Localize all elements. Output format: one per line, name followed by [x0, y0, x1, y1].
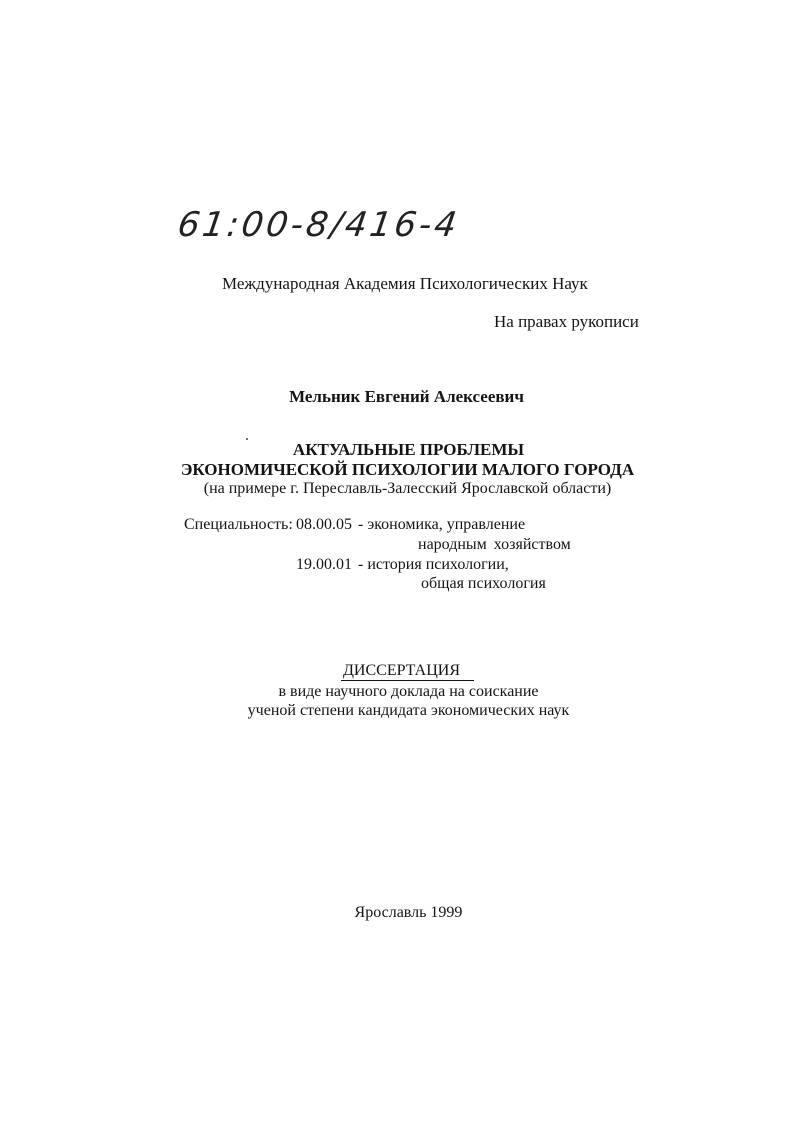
dissertation-heading: [0, 662, 793, 681]
specialty-code: 19.00.01: [296, 556, 352, 573]
author-name: Мельник Евгений Алексеевич: [289, 387, 524, 406]
specialty-code: 08.00.05: [296, 516, 352, 533]
title-line-1: АКТУАЛЬНЫЕ ПРОБЛЕМЫ: [292, 440, 525, 459]
specialty-label: Специальность:: [184, 516, 293, 533]
specialty-name: - история психологии,: [358, 556, 509, 573]
handwritten-catalog-code: 61:00-8/416-4: [175, 205, 462, 245]
organization-name: Международная Академия Психологических Наук: [222, 274, 588, 293]
specialty-name-continued: общая психология: [421, 575, 546, 592]
rights-note: На правах рукописи: [494, 312, 639, 331]
subtitle: (на примере г. Переславль-Залесский Ярославской области): [203, 480, 612, 497]
dissertation-description-line-2: ученой степени кандидата экономических наук: [247, 702, 570, 719]
title-line-2: ЭКОНОМИЧЕСКОЙ ПСИХОЛОГИИ МАЛОГО ГОРОДА: [180, 460, 635, 479]
dissertation-description-line-1: в виде научного доклада на соискание: [278, 683, 539, 700]
specialty-name-continued: народным хозяйством: [418, 536, 571, 553]
specialty-name: - экономика, управление: [358, 516, 526, 533]
city-year: Ярославль 1999: [354, 904, 463, 921]
dissertation-heading-text: ДИССЕРТАЦИЯ: [341, 662, 474, 681]
